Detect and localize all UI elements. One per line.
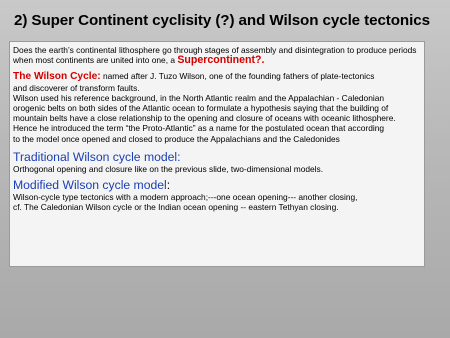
wilson-cycle-line: Wilson used his reference background, in the North Atlantic realm and the Appalachian - Caledonian (13, 92, 385, 103)
slide-title: 2) Super Continent cyclisity (?) and Wilson cycle tectonics (14, 12, 430, 29)
modified-model-heading (13, 178, 420, 192)
modified-model-line: Wilson-cycle type tectonics with a modern approach;---one ocean opening--- another closing, (13, 192, 358, 203)
intro-text: Does the earth’s continental lithosphere go through stages of assembly and disintegration to produce periods when most continents are united into one, a (13, 45, 417, 66)
modified-model-text (13, 192, 420, 212)
content-box (9, 41, 425, 267)
traditional-model-text: Orthogonal opening and closure like on the previous slide, two-dimensional models. (13, 163, 324, 174)
wilson-cycle-line: and discoverer of transform faults. (13, 82, 140, 93)
wilson-cycle-paragraph (13, 71, 420, 143)
wilson-cycle-line: named after J. Tuzo Wilson, one of the founding fathers of plate-tectonics (100, 71, 375, 82)
supercontinent-highlight: Supercontinent?. (177, 54, 265, 67)
wilson-cycle-heading: The Wilson Cycle: (13, 71, 101, 83)
intro-paragraph (13, 45, 420, 65)
wilson-cycle-line: mountain belts have a close relationship to the opening and closure of oceans with oceanic lithosphere. (13, 113, 396, 124)
wilson-cycle-line: Hence he introduced the term “the Proto-Atlantic” as a name for the postulated ocean that according (13, 123, 385, 134)
traditional-model-heading: Traditional Wilson cycle model: (13, 149, 181, 164)
modified-model-heading-text: Modified Wilson cycle model (13, 178, 167, 193)
modified-model-line: cf. The Caledonian Wilson cycle or the Indian ocean opening -- eastern Tethyan closing. (13, 202, 339, 213)
modified-model-heading-colon: : (166, 178, 171, 193)
wilson-cycle-line: orogenic belts on both sides of the Atlantic ocean to formulate a hypothesis saying that the building of (13, 103, 389, 114)
wilson-cycle-line: to the model once opened and closed to produce the Appalachians and the Caledonides (13, 133, 340, 144)
